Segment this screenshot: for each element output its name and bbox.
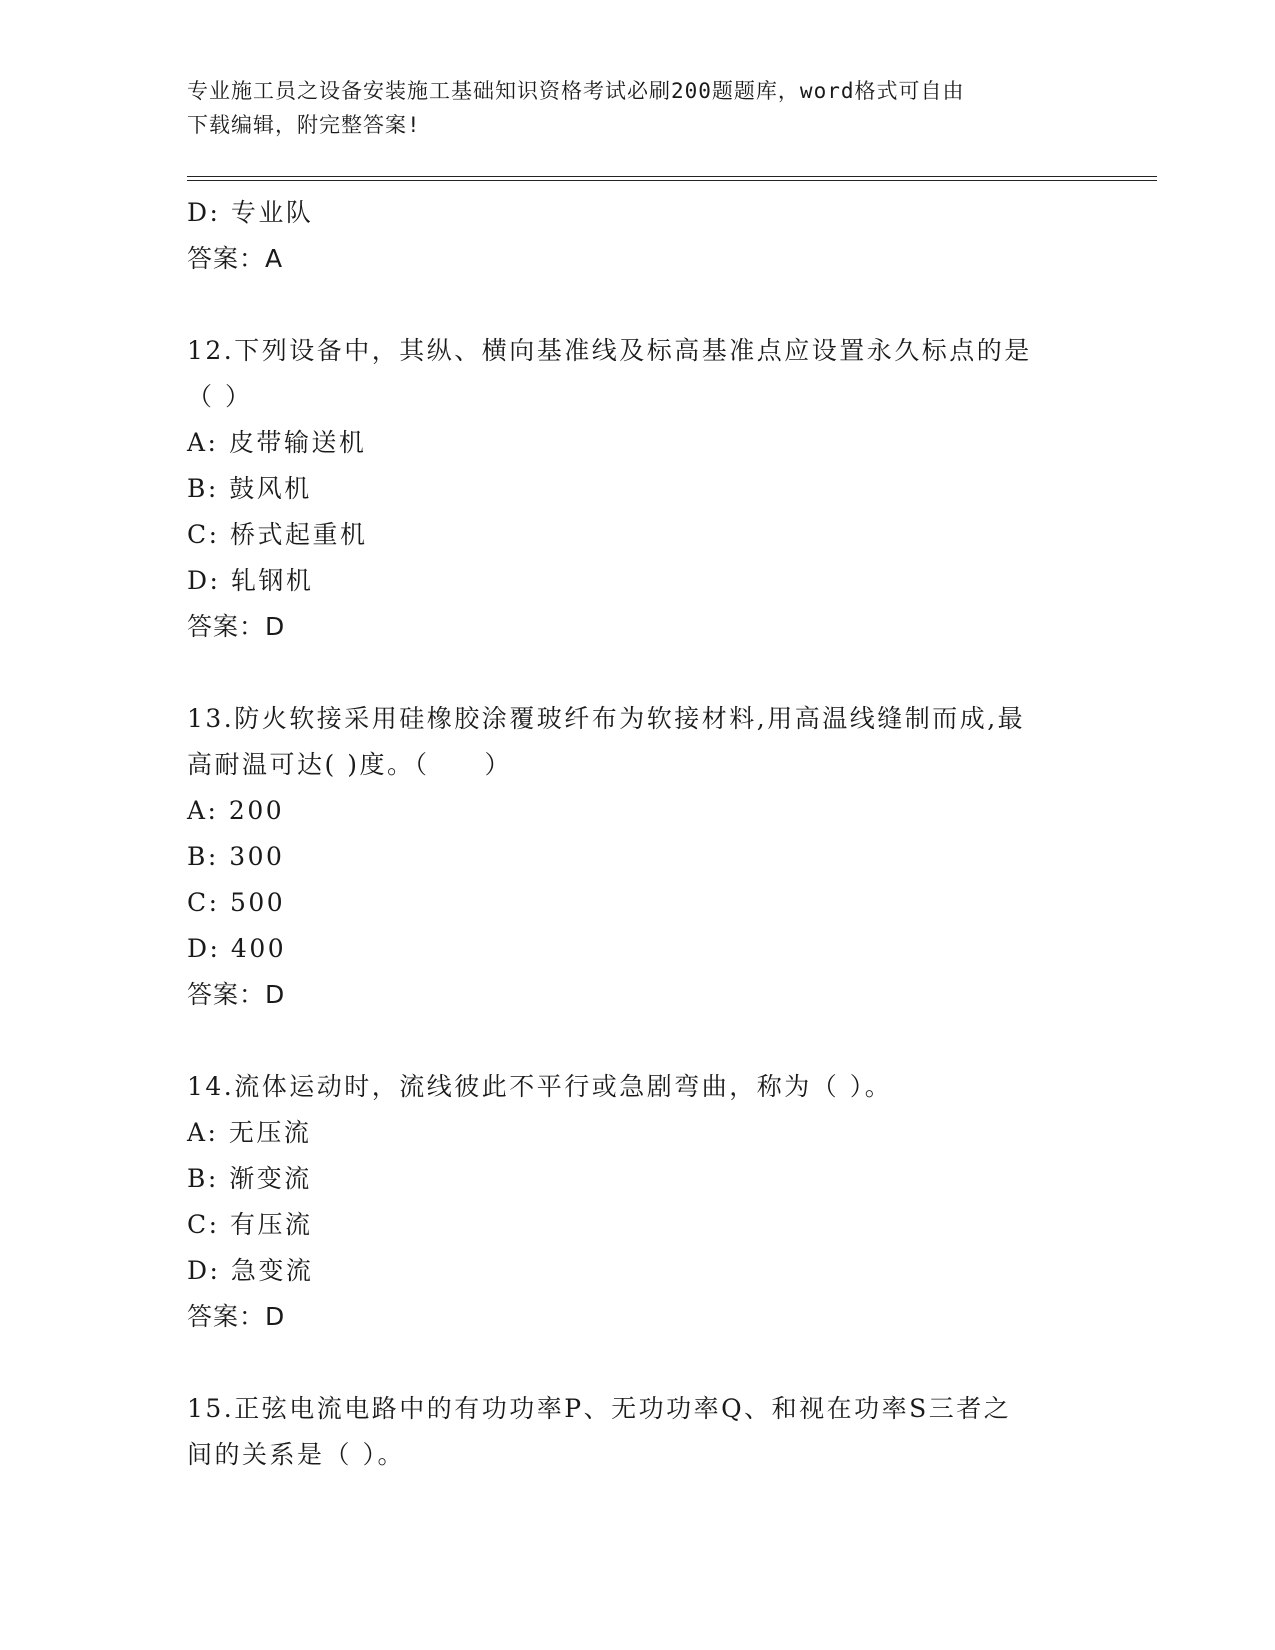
option-c: C: 桥式起重机 — [187, 520, 368, 549]
option-d: D: 400 — [187, 934, 287, 963]
answer-line: 答案：D — [187, 1302, 286, 1331]
question-stem: 12.下列设备中，其纵、横向基准线及标高基准点应设置永久标点的是 — [187, 336, 1032, 365]
option-d: D: 急变流 — [187, 1256, 314, 1285]
question-12 — [187, 328, 1087, 650]
option-b: B: 鼓风机 — [187, 474, 312, 503]
answer-line: 答案：D — [187, 612, 286, 641]
spacer — [187, 650, 1087, 696]
option-a: A: 皮带输送机 — [187, 428, 367, 457]
option-c: C: 有压流 — [187, 1210, 313, 1239]
question-15 — [187, 1386, 1087, 1478]
question-stem: 14.流体运动时，流线彼此不平行或急剧弯曲，称为（ ）。 — [187, 1072, 893, 1101]
question-content — [187, 190, 1087, 1478]
header-line-2: 下载编辑，附完整答案! — [187, 113, 421, 137]
option-a: A: 无压流 — [187, 1118, 312, 1147]
question-stem-continued: （ ） — [187, 382, 253, 411]
document-header — [187, 74, 1067, 142]
header-line-1: 专业施工员之设备安装施工基础知识资格考试必刷200题题库，word格式可自由 — [187, 79, 965, 103]
header-double-rule — [187, 176, 1157, 181]
question-stem: 15.正弦电流电路中的有功功率P、无功功率Q、和视在功率S三者之 — [187, 1394, 1012, 1423]
spacer — [187, 1340, 1087, 1386]
question-stem: 13.防火软接采用硅橡胶涂覆玻纤布为软接材料,用高温线缝制而成,最 — [187, 704, 1026, 733]
option-d: D: 轧钢机 — [187, 566, 314, 595]
question-stem-continued: 高耐温可达( )度。（ ） — [187, 750, 512, 779]
spacer — [187, 1018, 1087, 1064]
spacer — [187, 282, 1087, 328]
option-a: A: 200 — [187, 796, 285, 825]
question-14 — [187, 1064, 1087, 1340]
option-d: D: 专业队 — [187, 198, 314, 227]
option-b: B: 渐变流 — [187, 1164, 312, 1193]
answer-line: 答案：D — [187, 980, 286, 1009]
question-13 — [187, 696, 1087, 1018]
answer-line: 答案：A — [187, 244, 284, 273]
question-stem-continued: 间的关系是（ ）。 — [187, 1440, 405, 1469]
option-b: B: 300 — [187, 842, 285, 871]
option-c: C: 500 — [187, 888, 286, 917]
